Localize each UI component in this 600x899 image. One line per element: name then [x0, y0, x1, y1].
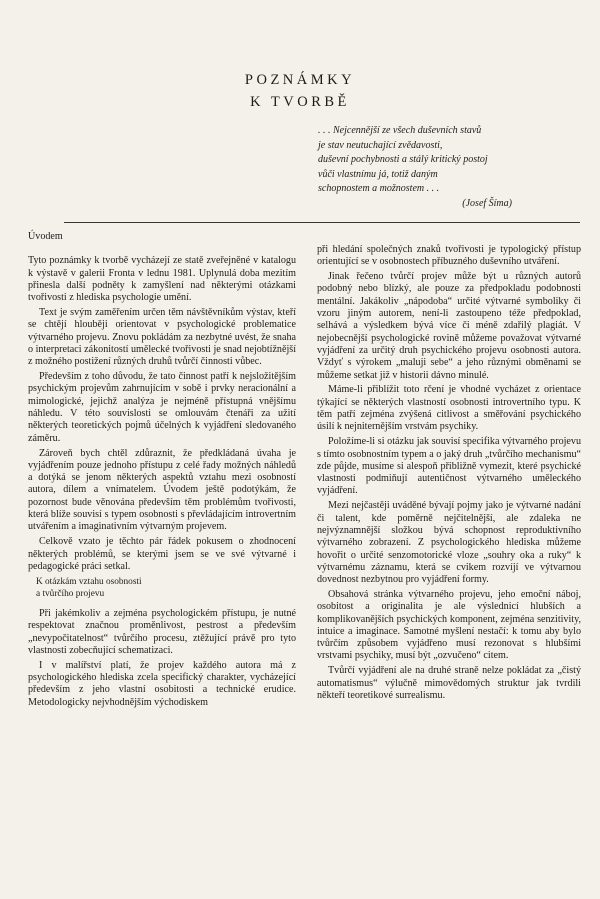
paragraph: Jinak řečeno tvůrčí projev může být u různých autorů podobný nebo blízký, ale pouze za předpokladu podobnosti mentální. Jakákoliv „nápodoba“ určité výtvarné symboliky či vzoru jiným autorem, není-li zastoupeno téže předpoklad, selhává a výsledkem bývá více či méně zdařilý plagiát. V nejobecnější psychologické rovině můžeme považovat výtvarné vyjádření za určitý druh psychického projevu osobnosti autora. Vždyť s výrokem „maluji sebe“ a jeho různými obměnami se můžeme setkat již v historii dávno minulé. — [317, 271, 581, 381]
motto-line: . . . Nejcennější ze všech duševních stavů — [318, 125, 482, 136]
paragraph: Tvůrčí vyjádření ale na druhé straně nelze pokládat za „čistý automatismus“ výlučně mimovědomých struktur jak tvrdili někteří teoretikové surrealismu. — [317, 665, 581, 701]
paragraph: Především z toho důvodu, že tato činnost patří k nejsložitějším psychickým projevům zahrnujícím v sobě i prvky neracionální a mimologické, jejichž analýza je nejméně přístupná vnějšímu náhledu. V této souvislosti se omlouvám čtenáři za užití některých teoretických pojmů účelných k vyjádření sledovaného záměru. — [28, 371, 296, 444]
paragraph: Mezi nejčastěji uváděné bývají pojmy jako je výtvarné nadání či talent, kde poměrně nejčitelnější, ale zdaleka ne nejvýznamnější složkou bývá schopnost reproduktivního výtvarného zobrazení. Z psychologického hlediska můžeme hovořit o určité senzomotorické vloze „souhry oka a ruky“ k výtvarnému záznamu, která se cvikem rozvíjí ve výtvarnou dovednost nezbytnou pro vyjádření formy. — [317, 500, 581, 586]
motto-line: je stav neutuchající zvědavosti, — [318, 139, 443, 151]
motto — [318, 124, 528, 211]
left-column — [28, 231, 296, 712]
paragraph: Celkově vzato je těchto pár řádek pokusem o zhodnocení některých problémů, se kterými jsem se ve své výtvarné i pedagogické práci setkal. — [28, 536, 296, 572]
section-heading-line: K otázkám vztahu osobnosti — [36, 577, 142, 588]
paragraph: Text je svým zaměřením určen těm návštěvníkům výstav, kteří se chtějí hlouběji orientovat v psychologické problematice výtvarného projevu. Znovu pokládám za nezbytné uvést, že snaha o interpretaci zákonitostí umělecké tvořivosti je snad nejobtížnější z možného postižení různých druhů tvůrčí činnosti vůbec. — [28, 307, 296, 368]
paragraph: Tyto poznámky k tvorbě vycházejí ze statě zveřejněné v katalogu k výstavě v galerii Fronta v lednu 1981. Uplynulá doba mezitím přinesla další podněty k zamyšlení nad některými otázkami tvořivosti z hlediska psychologie umění. — [28, 255, 296, 304]
paragraph: Položíme-li si otázku jak souvisí specifika výtvarného projevu s tímto osobnostním typem a o jaký druh „tvůrčího mechanismu“ zde půjde, musíme si alespoň přibližně vymezit, které psychické vlastnosti podmiňují autentičnost výtvarného uměleckého vyjádření. — [317, 436, 581, 497]
section-heading-line: a tvůrčího projevu — [36, 589, 105, 600]
paragraph: Zároveň bych chtěl zdůraznit, že předkládaná úvaha je vyjádřením pouze jednoho přístupu z celé řady možných náhledů a dotýká se jenom některých aspektů vztahu mezi osobností autora, dílem a vnímatelem. Úvodem ještě podotýkám, že pozornost bude věnována především těm problémům tvořivosti, která blíže souvisí s typem osobnosti s převládajícím introvertním utvářením a imaginativním výtvarným projevem. — [28, 447, 296, 533]
paragraph: při hledání společných znaků tvořivosti je typologický přístup orientující se v osobnostech příbuzného duševního utváření. — [317, 244, 581, 268]
motto-author: (Josef Šíma) — [462, 197, 512, 209]
title-line-1: POZNÁMKY — [244, 72, 356, 88]
title-line-2: K TVORBĚ — [250, 94, 350, 110]
motto-line: schopnostem a možnostem . . . — [318, 183, 440, 194]
paragraph: Obsahová stránka výtvarného projevu, jeho emoční náboj, osobitost a originalita je ale výslednicí hlubších a komplikovanějších psychických komponent, zejména senzitivity, intuice a imaginace. Samotné myšlení nestačí: k tomu aby bylo tvůrčím způsobem vyjádřeno musí rezonovat s hlubšími vrstvami psychiky, musí být „ozvučeno“ citem. — [317, 588, 581, 662]
paragraph: I v malířství platí, že projev každého autora má z psychologického hlediska zcela specifický charakter, vycházející především z jeho vlastní osobitosti a technické erudice. Metodologicky nejvhodnějším východiskem — [28, 659, 296, 708]
section-heading — [36, 576, 296, 600]
divider-rule — [64, 222, 580, 223]
section-heading-intro: Úvodem — [28, 231, 63, 242]
paragraph: Máme-li přiblížit toto rčení je vhodné vycházet z orientace týkající se některých vlastností osobnosti introvertního typu. K těm patří zejména zvýšená citlivost a směřování psychického úsilí k nejniternějším vrstvám psychiky. — [317, 384, 581, 433]
motto-line: duševní pochybnosti a stálý kritický postoj — [318, 154, 488, 165]
right-column — [317, 244, 581, 705]
paragraph: Při jakémkoliv a zejména psychologickém přístupu, je nutné respektovat značnou proměnlivost, pestrost a především „nevypočitatelnost“ tvůrčího procesu, ztěžující právě pro tyto vlastnosti zobecňující schematizaci. — [28, 608, 296, 656]
motto-line: vůči vlastnímu já, totiž daným — [318, 168, 438, 180]
